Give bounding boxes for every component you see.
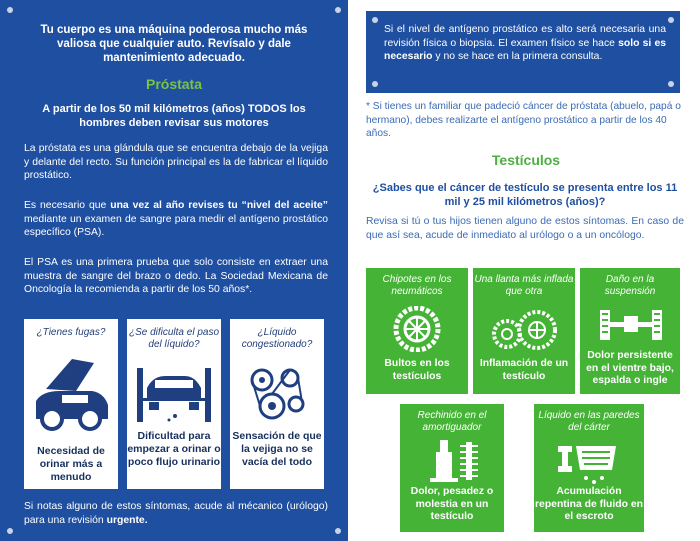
rivet-icon <box>335 528 341 534</box>
symptom-card <box>534 404 644 532</box>
psa-info-box: Si el nivel de antígeno prostático es alto será necesaria una revisión física o biopsia. El examen físico se hace solo si es necesario y no se hace en la primera consulta. <box>366 11 680 93</box>
symptom-answer: Sensación de que la vejiga no se vacía del todo <box>232 430 322 468</box>
symptom-question: ¿Se dificulta el paso del líquido? <box>128 327 220 350</box>
symptom-card <box>127 319 221 489</box>
rivet-icon <box>7 528 13 534</box>
symptom-question: Chipotes en los neumáticos <box>382 274 452 297</box>
symptom-question: ¿Tienes fugas? <box>36 327 106 338</box>
prostate-panel <box>0 0 348 541</box>
rivet-icon <box>372 17 378 23</box>
two-tires-icon <box>491 306 557 352</box>
symptom-card <box>400 404 504 532</box>
rivet-icon <box>7 7 13 13</box>
symptom-card <box>580 268 680 394</box>
symptom-question: Daño en la suspensión <box>604 274 656 297</box>
testicle-paragraph: Revisa si tú o tus hijos tienen alguno de estos síntomas. En caso de que así sea, acude de inmediato al urólogo o a un oncólogo. <box>366 216 684 241</box>
symptom-answer: Necesidad de orinar más a menudo <box>37 445 105 483</box>
symptom-answer: Acumulación repentina de fluido en el escroto <box>535 486 643 522</box>
symptom-card <box>366 268 468 394</box>
symptom-card <box>24 319 118 489</box>
prostate-paragraph-2: Es necesario que una vez al año revises tu “nivel del aceite” mediante un examen de sangre para medir el antígeno prostático específico (PSA). <box>24 200 328 238</box>
symptom-card <box>473 268 575 394</box>
family-note: * Si tienes un familiar que padeció cáncer de próstata (abuelo, papá o hermano), debes realizarte el antígeno prostático a partir de los 40 años. <box>366 101 681 139</box>
testicle-subtitle: ¿Sabes que el cáncer de testículo se presenta entre los 11 mil y 25 mil kilómetros (años)? <box>372 182 678 208</box>
symptom-answer: Dificultad para empezar a orinar o poco flujo urinario <box>127 430 221 468</box>
symptom-answer: Dolor persistente en el vientre bajo, espalda o ingle <box>586 350 674 386</box>
car-lift-icon <box>135 364 213 424</box>
tire-icon <box>384 306 450 352</box>
symptom-question: Una llanta más inflada que otra <box>474 274 574 297</box>
prostate-paragraph-1: La próstata es una glándula que se encuentra debajo de la vejiga y delante del recto. Su función principal es la de fabricar el líquido prostático. <box>24 143 328 181</box>
car-hood-open-icon <box>32 349 110 439</box>
symptom-card <box>230 319 324 489</box>
engine-belt-icon <box>238 364 316 424</box>
rivet-icon <box>668 17 674 23</box>
rivet-icon <box>372 81 378 87</box>
symptom-question: ¿Líquido congestionado? <box>241 327 313 350</box>
prostate-title: Próstata <box>145 76 203 92</box>
oil-pan-icon <box>556 440 622 486</box>
prostate-subtitle: A partir de los 50 mil kilómetros (años) TODOS los hombres deben revisar sus motores <box>42 103 306 129</box>
symptom-answer: Inflamación de un testículo <box>479 358 569 382</box>
suspension-icon <box>598 302 664 348</box>
symptom-answer: Bultos en los testículos <box>384 358 450 382</box>
symptom-question: Rechinido en el amortiguador <box>417 410 487 433</box>
rivet-icon <box>668 81 674 87</box>
intro-text: Tu cuerpo es una máquina poderosa mucho más valiosa que cualquier auto. Revísalo y dale mantenimiento adecuado. <box>40 24 308 64</box>
prostate-footer: Si notas alguno de estos síntomas, acude al mécanico (urólogo) para una revisión urgente. <box>24 501 328 526</box>
prostate-paragraph-3: El PSA es una primera prueba que solo consiste en extraer una muestra de sangre del brazo o dedo. La Sociedad Mexicana de Oncología la recomienda a partir de los 50 años*. <box>24 257 328 295</box>
testicle-title: Testículos <box>491 152 561 168</box>
rivet-icon <box>335 7 341 13</box>
symptom-question: Líquido en las paredes del cárter <box>538 410 640 433</box>
shock-absorber-icon <box>420 438 486 484</box>
symptom-answer: Dolor, pesadez o molestia en un testículo <box>410 486 494 522</box>
testicle-panel <box>352 0 700 541</box>
